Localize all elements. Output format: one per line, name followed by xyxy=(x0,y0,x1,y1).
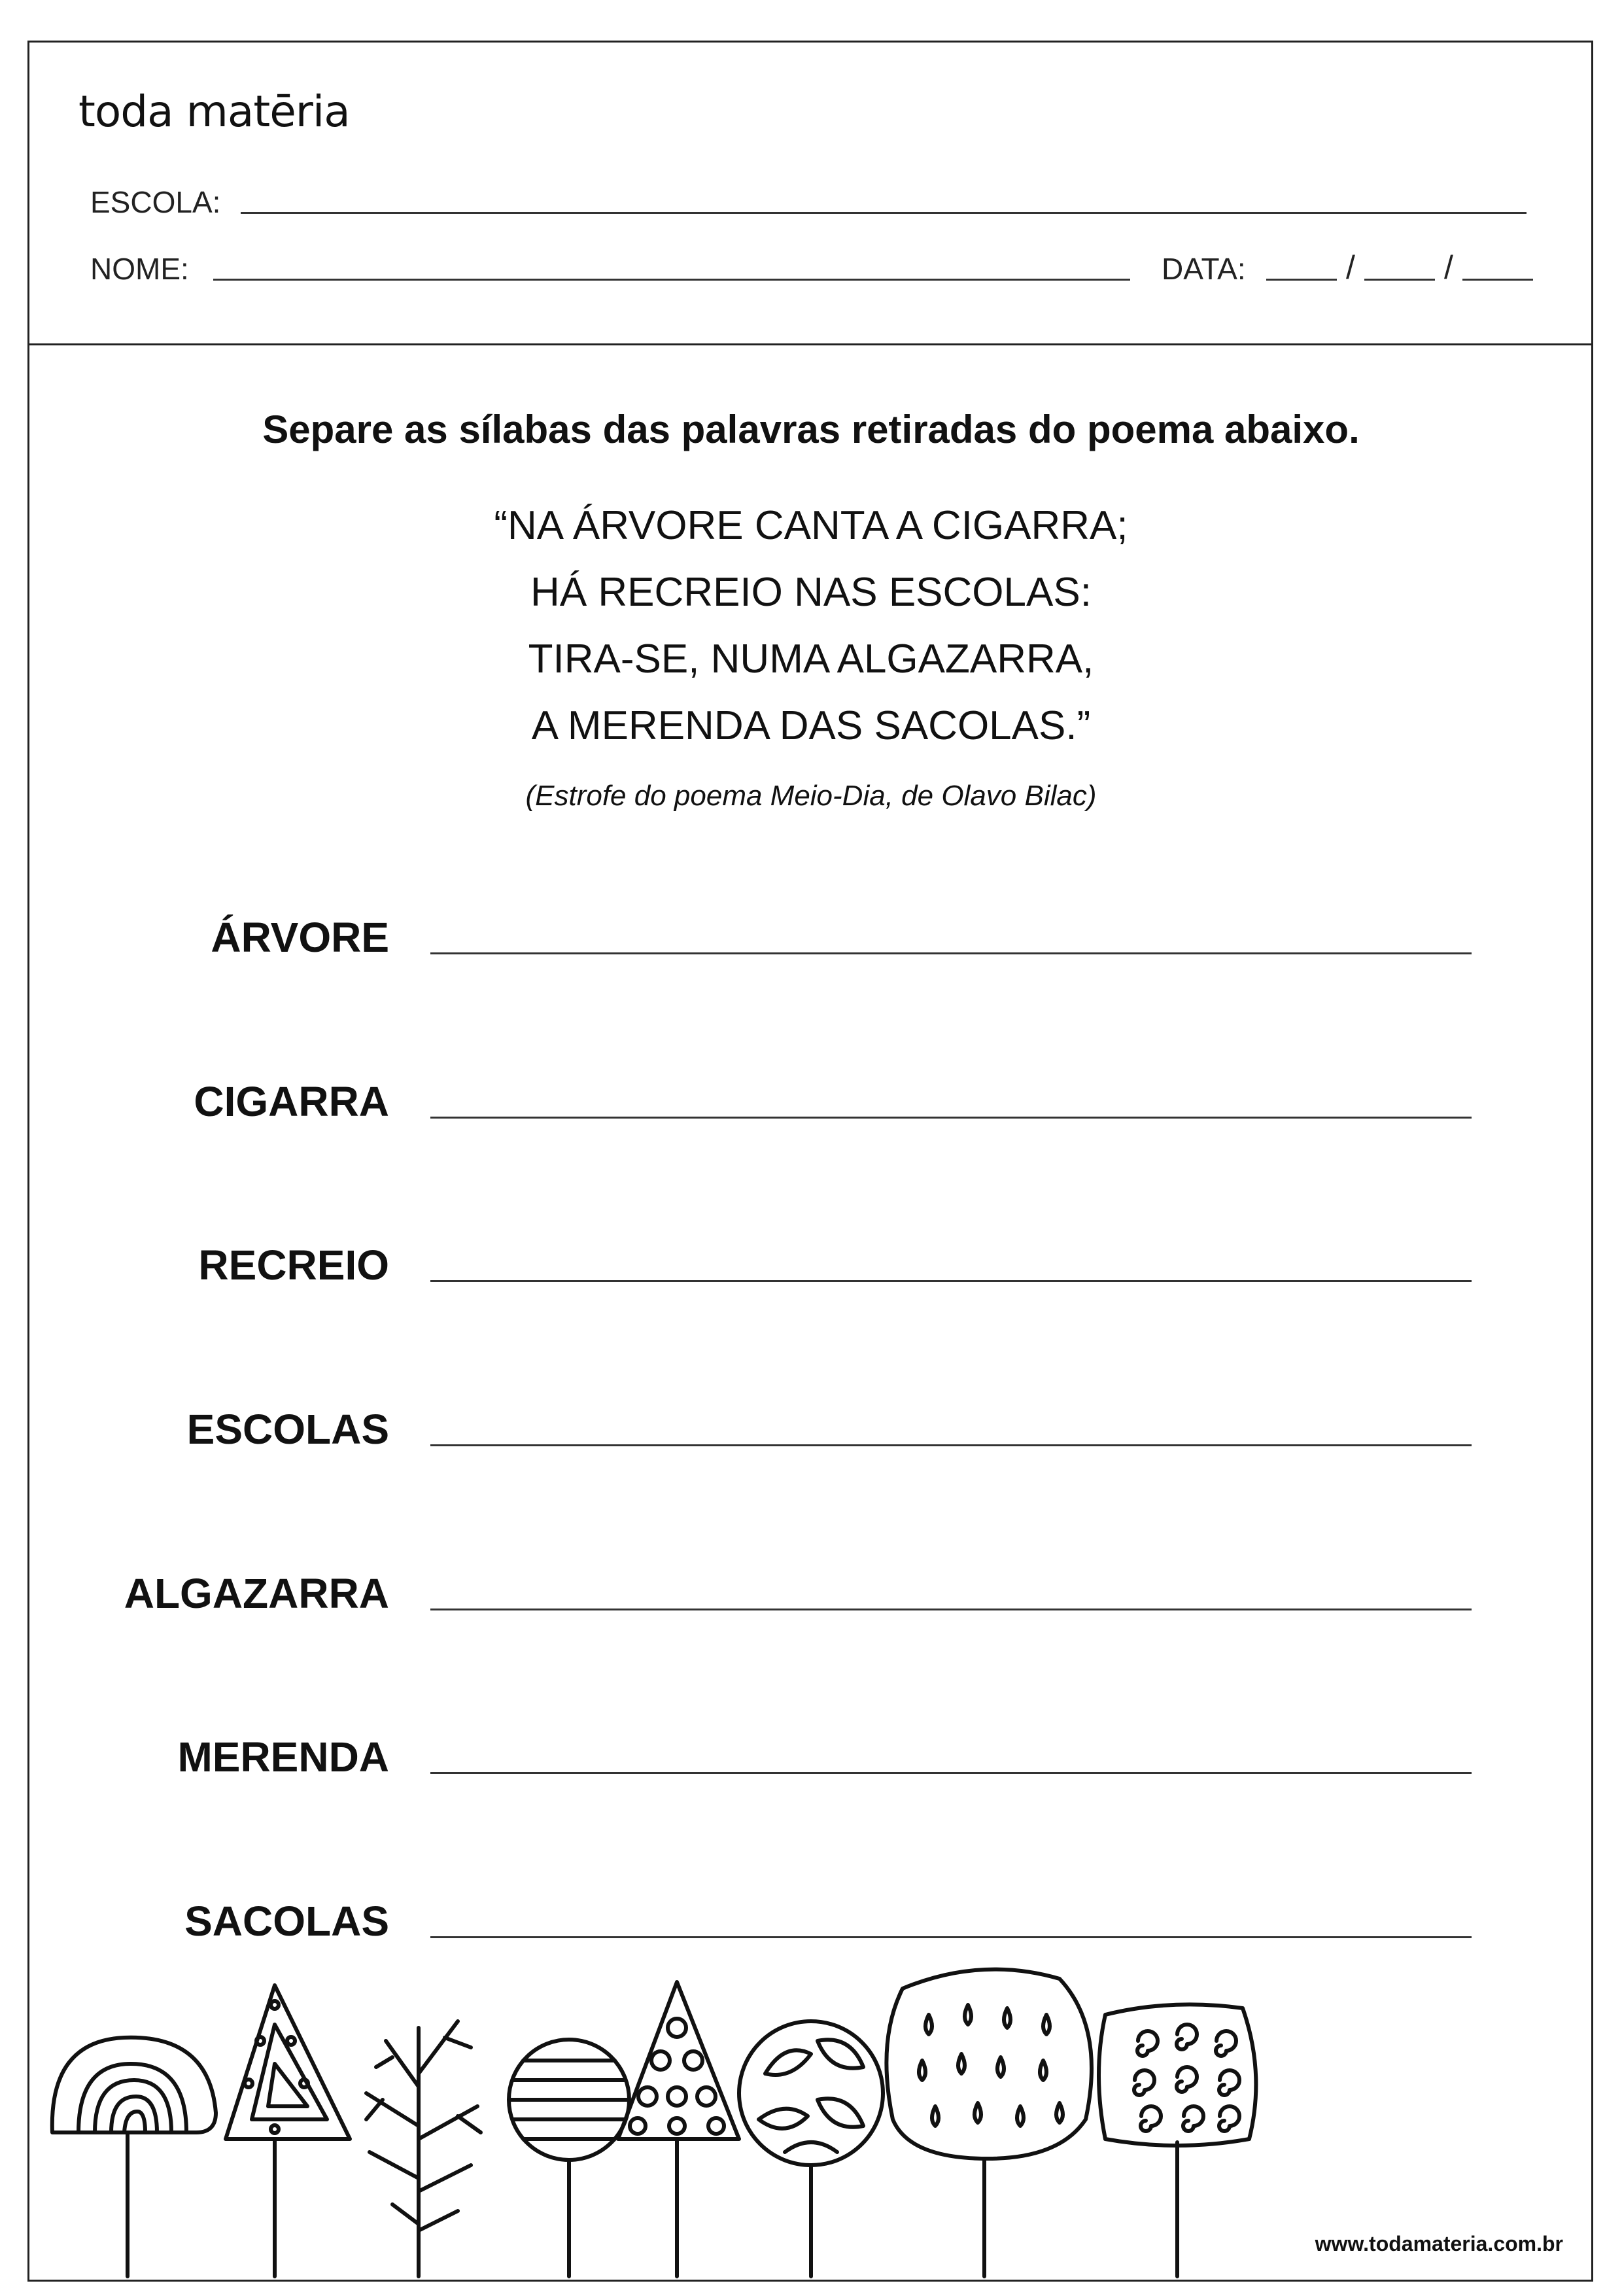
poem-line: TIRA-SE, NUMA ALGAZARRA, xyxy=(528,636,1094,682)
leafy-tree-icon xyxy=(739,2021,883,2276)
answer-line[interactable] xyxy=(430,1936,1472,1938)
drops-tree-icon xyxy=(886,1970,1092,2276)
date-separator: / xyxy=(1346,249,1355,286)
answer-line[interactable] xyxy=(430,1117,1472,1119)
word-label: MERENDA xyxy=(177,1733,389,1781)
striped-tree-icon xyxy=(509,2040,629,2276)
answer-line[interactable] xyxy=(430,1280,1472,1282)
name-field[interactable] xyxy=(213,279,1130,281)
word-label: SACOLAS xyxy=(184,1898,389,1945)
word-label: ALGAZARRA xyxy=(124,1570,389,1617)
poem-line: A MERENDA DAS SACOLAS.” xyxy=(531,703,1091,748)
date-day-field[interactable] xyxy=(1266,279,1337,281)
spiral-tree-icon xyxy=(1099,2004,1256,2276)
answer-line[interactable] xyxy=(430,1609,1472,1610)
date-year-field[interactable] xyxy=(1462,279,1533,281)
date-label: DATA: xyxy=(1162,252,1246,286)
school-field[interactable] xyxy=(241,212,1527,214)
word-label: CIGARRA xyxy=(194,1078,389,1125)
triangle-tree-icon xyxy=(226,1985,350,2276)
footer-url[interactable]: www.todamateria.com.br xyxy=(1315,2232,1563,2255)
answer-line[interactable] xyxy=(430,952,1472,954)
bare-tree-icon xyxy=(366,2021,481,2276)
instruction-text: Separe as sílabas das palavras retiradas do poema abaixo. xyxy=(262,408,1360,451)
logo: toda matēria xyxy=(78,86,350,137)
poem-line: “NA ÁRVORE CANTA A CIGARRA; xyxy=(494,503,1128,548)
name-label: NOME: xyxy=(90,252,189,286)
date-month-field[interactable] xyxy=(1364,279,1435,281)
word-label: ESCOLAS xyxy=(186,1406,389,1453)
poem-source: (Estrofe do poema Meio-Dia, de Olavo Bilac) xyxy=(525,780,1097,812)
header-divider xyxy=(27,343,1593,345)
answer-line[interactable] xyxy=(430,1444,1472,1446)
poem-line: HÁ RECREIO NAS ESCOLAS: xyxy=(530,570,1092,615)
school-label: ESCOLA: xyxy=(90,185,221,219)
word-label: RECREIO xyxy=(198,1242,389,1289)
dotted-triangle-tree-icon xyxy=(618,1982,739,2276)
word-label: ÁRVORE xyxy=(211,914,389,961)
rainbow-tree-icon xyxy=(52,2038,216,2276)
answer-line[interactable] xyxy=(430,1772,1472,1774)
date-separator: / xyxy=(1444,249,1453,286)
